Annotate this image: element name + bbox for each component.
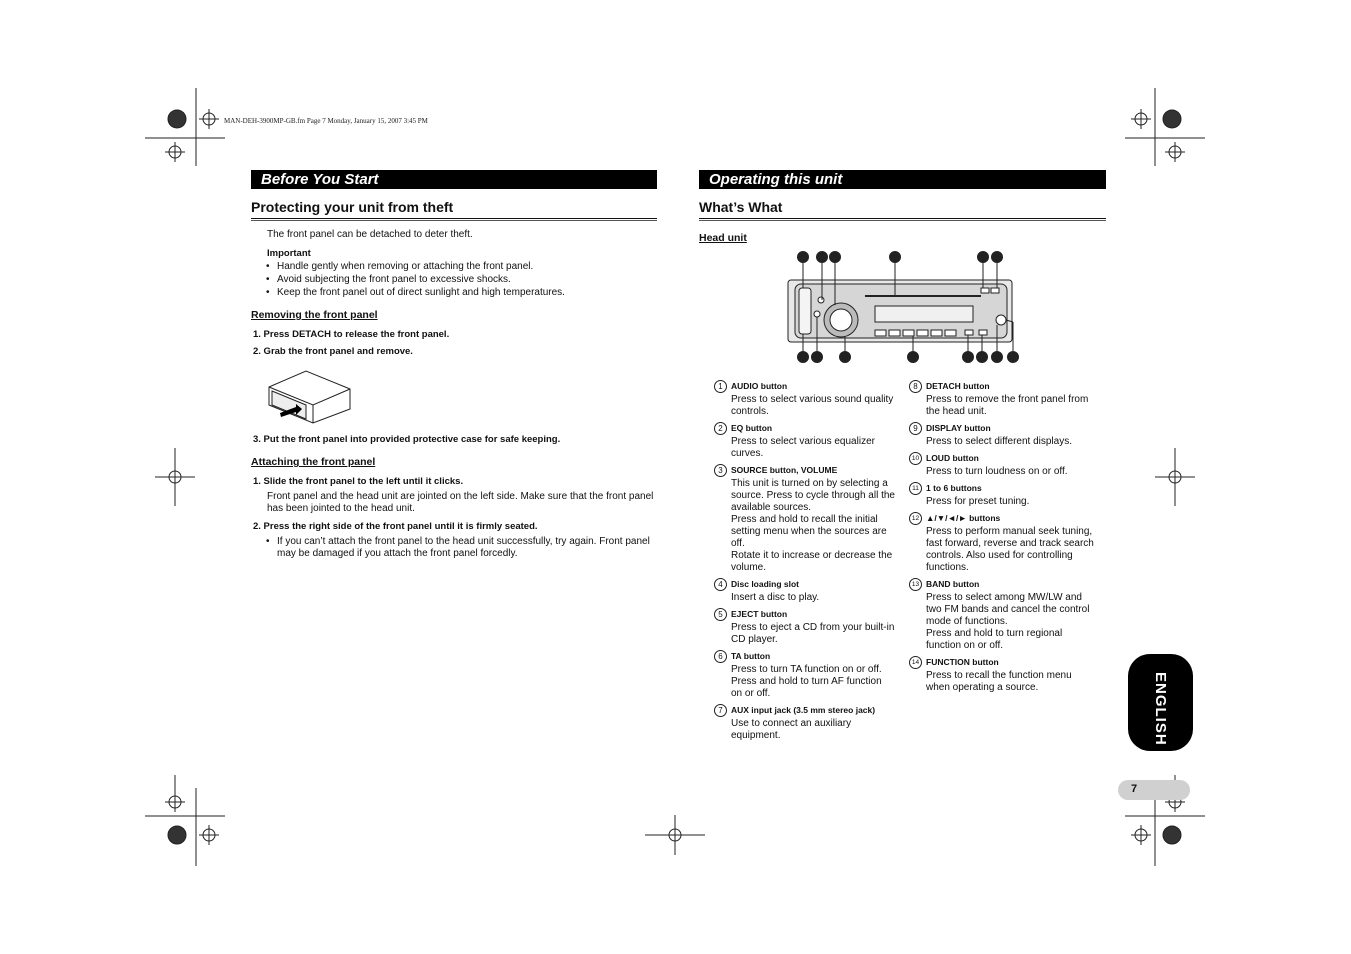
- removing-step-2: 2. Grab the front panel and remove.: [253, 346, 413, 357]
- head-unit-label: Head unit: [699, 232, 747, 244]
- callout-11: 11: [909, 356, 917, 362]
- item-description: Rotate it to increase or decrease the: [731, 550, 893, 561]
- item-description: functions.: [926, 562, 969, 573]
- item-description: Press to remove the front panel from: [926, 394, 1089, 405]
- item-description: the head unit.: [926, 406, 987, 417]
- attach-step-1-desc: has been jointed to the head unit.: [267, 503, 415, 514]
- item-number: 2: [714, 422, 727, 435]
- item-description: setting menu when the sources are: [731, 526, 887, 537]
- item-description: Press and hold to turn AF function: [731, 676, 882, 687]
- item-description: Press and hold to turn regional: [926, 628, 1063, 639]
- item-description: Press to turn TA function on or off.: [731, 664, 882, 675]
- item-description: Press to perform manual seek tuning,: [926, 526, 1093, 537]
- callout-12: 12: [841, 356, 849, 362]
- item-number: 11: [909, 482, 922, 495]
- attach-bullet: • If you can’t attach the front panel to the head unit successfully, try again. Front panel: [277, 536, 650, 548]
- item-title: BAND button: [926, 579, 980, 589]
- item-description: Press for preset tuning.: [926, 496, 1030, 507]
- item-description: function on or off.: [926, 640, 1004, 651]
- item-description: Press and hold to recall the initial: [731, 514, 878, 525]
- heading-rule: [251, 218, 657, 221]
- item-number: 6: [714, 650, 727, 663]
- attach-step-2: 2. Press the right side of the front panel until it is firmly seated.: [253, 521, 538, 532]
- callout-1: 1: [800, 253, 806, 262]
- item-number: 1: [714, 380, 727, 393]
- important-bullet: • Keep the front panel out of direct sunlight and high temperatures.: [277, 287, 565, 299]
- section-title-left: Before You Start: [251, 170, 657, 189]
- item-title: TA button: [731, 651, 771, 661]
- callout-7: 7: [1010, 353, 1016, 362]
- callout-4: 4: [892, 253, 898, 262]
- item-title: EJECT button: [731, 609, 788, 619]
- item-description: Use to connect an auxiliary: [731, 718, 852, 729]
- item-title: DETACH button: [926, 381, 990, 391]
- important-bullet: • Handle gently when removing or attaching the front panel.: [277, 261, 533, 273]
- item-title: Disc loading slot: [731, 579, 800, 589]
- item-description: Press to select among MW/LW and: [926, 592, 1082, 603]
- page-number-pill: [1118, 780, 1190, 800]
- item-number: 14: [909, 656, 922, 669]
- removing-step-1: 1. Press DETACH to release the front panel.: [253, 329, 450, 340]
- item-number: 10: [909, 452, 922, 465]
- item-title: EQ button: [731, 423, 773, 433]
- file-info: MAN-DEH-3900MP-GB.fm Page 7 Monday, January 15, 2007 3:45 PM: [224, 117, 428, 125]
- item-description: available sources.: [731, 502, 812, 513]
- item-title: 1 to 6 buttons: [926, 483, 982, 493]
- item-title: LOUD button: [926, 453, 979, 463]
- item-description: fast forward, reverse and track search: [926, 538, 1094, 549]
- item-title: AUDIO button: [731, 381, 788, 391]
- item-number: 13: [909, 578, 922, 591]
- item-title: FUNCTION button: [926, 657, 999, 667]
- item-title: DISPLAY button: [926, 423, 991, 433]
- item-description: This unit is turned on by selecting a: [731, 478, 888, 489]
- item-description: when operating a source.: [926, 682, 1039, 693]
- head-unit-diagram: [785, 250, 1025, 365]
- item-description: controls.: [731, 406, 769, 417]
- item-description: curves.: [731, 448, 764, 459]
- item-title: SOURCE button, VOLUME: [731, 465, 838, 475]
- item-description: Insert a disc to play.: [731, 592, 820, 603]
- page-number: 7: [1131, 783, 1138, 795]
- item-number: 12: [909, 512, 922, 525]
- item-description: Press to select various sound quality: [731, 394, 894, 405]
- callout-2: 2: [819, 253, 825, 262]
- heading-whats-what: What’s What: [699, 199, 783, 215]
- item-description: CD player.: [731, 634, 778, 645]
- attach-bullet-cont: may be damaged if you attach the front panel forcedly.: [277, 548, 518, 559]
- heading-rule: [699, 218, 1106, 221]
- language-tab-label: ENGLISH: [1152, 672, 1169, 746]
- important-bullet: • Avoid subjecting the front panel to excessive shocks.: [277, 274, 511, 286]
- callout-14: 14: [799, 356, 807, 362]
- callout-13: 13: [813, 356, 821, 362]
- item-description: on or off.: [731, 688, 771, 699]
- item-description: Press to select different displays.: [926, 436, 1072, 447]
- removing-step-3: 3. Put the front panel into provided protective case for safe keeping.: [253, 434, 561, 445]
- section-title-right: Operating this unit: [699, 170, 1106, 189]
- language-tab: [1128, 654, 1193, 751]
- heading-protecting: Protecting your unit from theft: [251, 199, 454, 215]
- item-number: 7: [714, 704, 727, 717]
- item-description: source. Press to cycle through all the: [731, 490, 895, 501]
- item-description: equipment.: [731, 730, 781, 741]
- item-description: mode of functions.: [926, 616, 1008, 627]
- item-number: 3: [714, 464, 727, 477]
- item-description: two FM bands and cancel the control: [926, 604, 1090, 615]
- item-number: 9: [909, 422, 922, 435]
- item-description: volume.: [731, 562, 767, 573]
- intro-text: The front panel can be detached to deter theft.: [267, 229, 473, 240]
- item-description: Press to select various equalizer: [731, 436, 875, 447]
- item-description: off.: [731, 538, 745, 549]
- item-title: AUX input jack (3.5 mm stereo jack): [731, 705, 876, 715]
- item-description: Press to eject a CD from your built-in: [731, 622, 895, 633]
- item-number: 5: [714, 608, 727, 621]
- callout-10: 10: [964, 356, 972, 362]
- callout-6: 6: [994, 253, 1000, 262]
- removing-heading: Removing the front panel: [251, 309, 378, 321]
- important-label: Important: [267, 248, 311, 259]
- item-number: 8: [909, 380, 922, 393]
- item-title: ▲/▼/◄/► buttons: [926, 513, 1001, 523]
- item-description: Press to recall the function menu: [926, 670, 1072, 681]
- attach-step-1-desc: Front panel and the head unit are jointed on the left side. Make sure that the front panel: [267, 491, 654, 502]
- attach-step-1: 1. Slide the front panel to the left until it clicks.: [253, 476, 464, 487]
- item-description: controls. Also used for controlling: [926, 550, 1073, 561]
- attaching-heading: Attaching the front panel: [251, 456, 376, 468]
- callout-8: 8: [994, 353, 1000, 362]
- item-description: Press to turn loudness on or off.: [926, 466, 1068, 477]
- callout-9: 9: [979, 353, 985, 362]
- front-panel-removal-illustration: [266, 369, 352, 425]
- callout-5: 5: [980, 253, 986, 262]
- callout-3: 3: [832, 253, 838, 262]
- item-number: 4: [714, 578, 727, 591]
